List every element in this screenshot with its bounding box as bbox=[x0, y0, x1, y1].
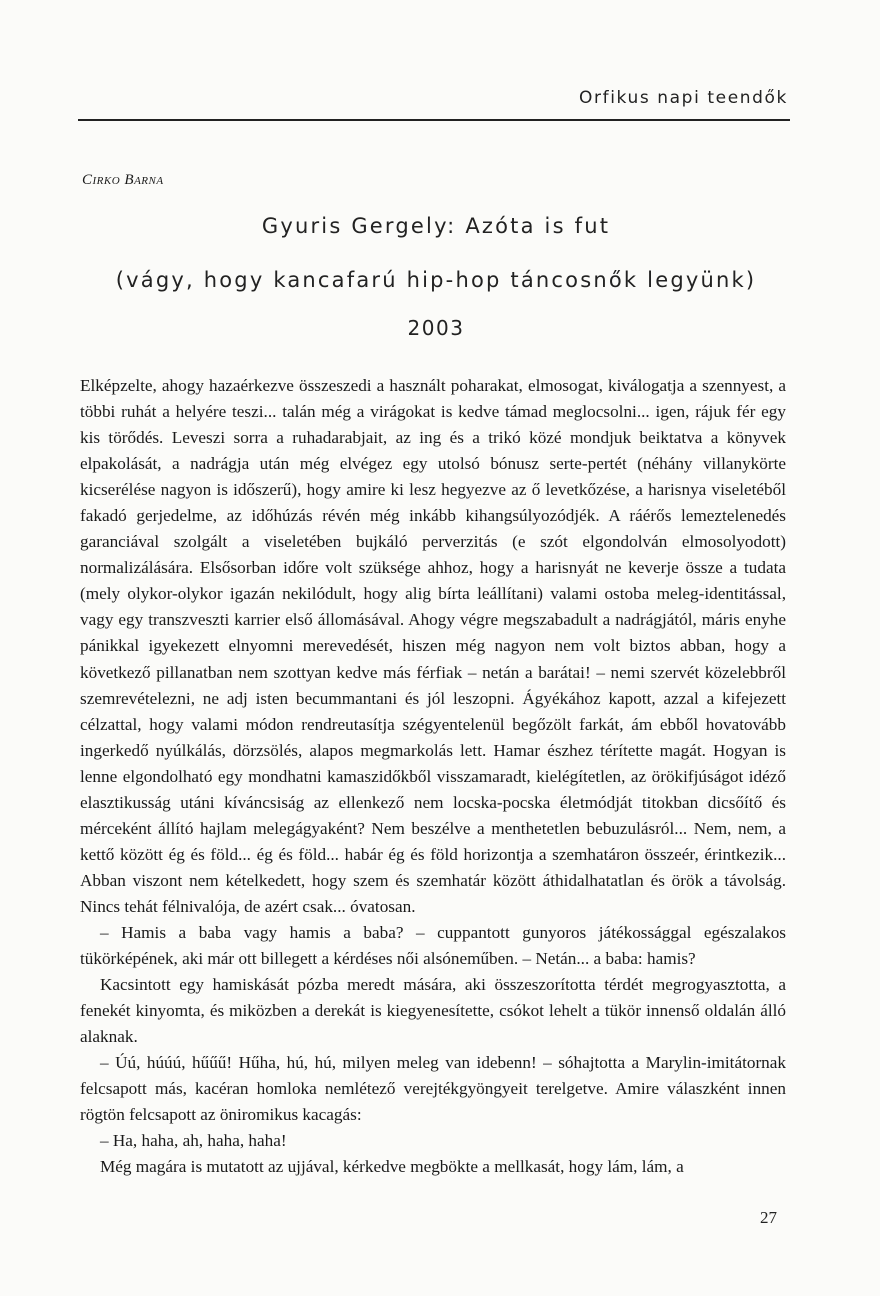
paragraph: Elképzelte, ahogy hazaérkezve összeszedi a használt poharakat, elmosogat, kiválogatja a szennyest, a többi ruhát a helyére teszi... talán még a virágokat is kedve támad meglocsolni... igen, rájuk fér egy kis törődés. Leveszi sorra a ruhadarabjait, az ing és a trikó közé mondjuk beiktatva a könyvek elpakolását, a nadrágja után még elvégez egy utolsó bónusz serte-pertét (néhány villanykörte kicserélése nagyon is időszerű), hogy amire ki lesz hegyezve az ő levetkőzése, a harisnya viseletéből fakadó gerjedelme, az időhúzás révén még inkább kihangsúlyozódjék. A ráérős lemeztelenedés garanciával szolgált a viseletében bujkáló perverzitás (e szót elgondolván elmosolyodott) normalizálására. Elsősorban időre volt szüksége ahhoz, hogy a harisnyát ne keverje össze a tudata (mely olykor-olykor igazán nekilódult, hogy alig bírta leállítani) valami ostoba meleg-identitással, vagy egy transzveszti karrier első állomásával. Ahogy végre megszabadult a nadrágjától, máris enyhe pánikkal igyekezett elnyomni merevedését, hiszen még nagyon nem volt biztos abban, hogy a következő pillanatban nem szottyan kedve más férfiak – netán a barátai! – nemi szervét közelebbről szemrevételezni, ne adj isten becummantani és jól leszopni. Ágyékához kapott, azzal a kifejezett célzattal, hogy valami módon rendreutasítja szégyentelenül begőzölt farkát, ám ebből hovatovább ingerkedő nyúlkálás, dörzsölés, alapos megmarkolás lett. Hamar észhez térítette magát. Hogyan is lenne elgondolható egy mondhatni kamaszidőkből visszamaradt, kielégítetlen, az örökifjúságot idéző elasztikusság utáni kíváncsiság az ellenkező nem locska-pocska életmódját titokban dicsőítő és mérceként állító hajlam melegágyaként? Nem beszélve a menthetetlen bebuzulásról... Nem, nem, a kettő között ég és föld... ég és föld... habár ég és föld horizontja a szemhatáron összeér, érintkezik... Abban viszont nem kételkedett, hogy szem és szemhatár között áthidalhatatlan és örök a távolság. Nincs tehát félnivalója, de azért csak... óvatosan. bbox=[80, 376, 786, 916]
page-number: 27 bbox=[760, 1208, 777, 1227]
article-title: Gyuris Gergely: Azóta is fut bbox=[261, 214, 611, 238]
running-title: Orfikus napi teendők bbox=[579, 88, 788, 108]
article-year: 2003 bbox=[407, 316, 465, 340]
paragraph: – Hamis a baba vagy hamis a baba? – cuppantott gunyoros játékossággal egészalakos tükörképének, aki már ott billegett a kérdéses női alsóneműben. – Netán... a baba: hamis? bbox=[80, 922, 786, 969]
paragraph: – Úú, húúú, hűűű! Hűha, hú, hú, milyen meleg van idebenn! – sóhajtotta a Marylin-imitátornak felcsapott más, kacéran homloka nemlétező verejtékgyöngyeit terelgetve. Amire válaszként innen rögtön felcsapott az öniromikus kacagás: bbox=[80, 1053, 786, 1125]
article-subtitle: (vágy, hogy kancafarú hip-hop táncosnők legyünk) bbox=[115, 268, 757, 292]
paragraph: Még magára is mutatott az ujjával, kérkedve megbökte a mellkasát, hogy lám, lám, a bbox=[100, 1157, 684, 1177]
article-body bbox=[80, 373, 786, 1180]
paragraph: Kacsintott egy hamiskását pózba meredt mására, aki összeszorította térdét megrogyasztotta, a fenekét kinyomta, és miközben a derekát is kiegyenesítette, csókot lehelt a tükör innenső oldalán álló alaknak. bbox=[80, 975, 786, 1047]
paragraph: – Ha, haha, ah, haha, haha! bbox=[100, 1131, 287, 1151]
author-name: Cirko Barna bbox=[82, 172, 164, 188]
header-rule bbox=[78, 119, 790, 121]
